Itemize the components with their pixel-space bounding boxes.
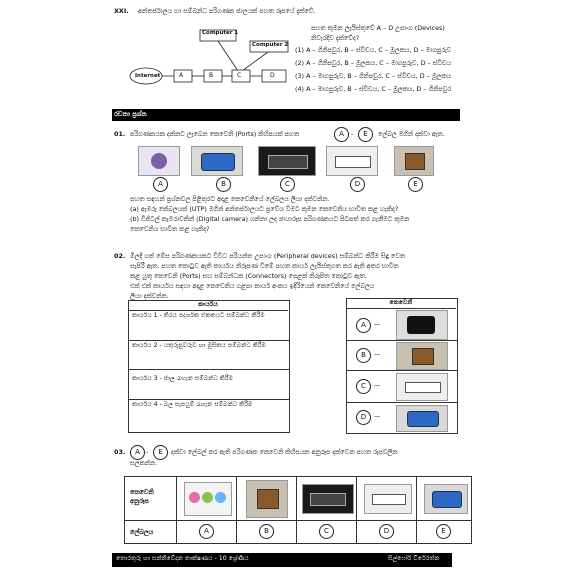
dash: — <box>374 350 381 358</box>
task-4: කාර්යය 4 - බල සැපයුම් රැහැන සම්බන්ධ කිරීම <box>132 401 253 408</box>
label-circle-e: E <box>436 524 451 539</box>
label-circle-e: E <box>153 445 168 460</box>
hdmi-port-image <box>258 146 316 176</box>
row-label-labels: ලේබලය <box>130 528 154 536</box>
label-circle-d: D <box>350 177 365 192</box>
label-circle-e: E <box>408 177 423 192</box>
label-circle-a: A <box>356 318 371 333</box>
question-number: XXI. <box>114 7 129 15</box>
task-1: කාර්යය 1 - තිරය පදර්ශක ඒකකයට සම්බන්ධ කිරීම <box>132 312 265 319</box>
dash: - <box>351 130 354 138</box>
question-line: සැපිරී ඇත. පහත කොටුව ඇති කාර්යය නිරූපණ වීමේ පහත කාර්ය ලැයිස්තුගත කර ඇති අතර භාවිත <box>130 262 399 270</box>
dash: - <box>146 448 149 456</box>
question-stem: අන්තර්ජාලය හා සම්බන්ධ පරිගණක ජාලයක් පහත රූපයේ දැක්වේ. <box>138 7 316 15</box>
label-circle-d: D <box>356 410 371 425</box>
rj45-port-image <box>396 342 448 370</box>
question-line: පහත කුමන ලැයිස්තුවේ A – D උපාංග (Devices) <box>311 24 445 32</box>
task-table-header: කාර්යය <box>128 300 288 311</box>
computer1-label: Computer 1 <box>202 30 239 36</box>
question-stem: පරිගණකයක දක්නට ලැබෙන කෙවෙනි (Ports) කිහිපයක් පහත <box>130 130 300 138</box>
device-b-label: B <box>209 72 214 79</box>
label-circle-b: B <box>356 348 371 363</box>
question-number: 02. <box>114 252 126 260</box>
label-circle-b: B <box>259 524 274 539</box>
hdmi-port-image <box>302 484 354 514</box>
ps2-port-image <box>138 146 180 176</box>
option-3: (3) A – මාගපුරුව, B – ගිනිපවුර, C – ස්විචය, D – මූලකය <box>295 72 452 80</box>
section-bar <box>112 109 460 121</box>
sub-question-b-cont: කෙවෙනිය භාවිත කළ හැකිද? <box>130 225 210 233</box>
label-circle-c: C <box>319 524 334 539</box>
device-d-label: D <box>270 72 275 79</box>
rj45-port-image <box>246 480 288 518</box>
internet-label: Internet <box>135 73 161 79</box>
sub-question-a: (a) ඇඹරු කේබලයක් (UTP) මගින් අන්තර්ජාලයට ප්‍රවේශ වීමට කුමන කෙවෙනිය භාවිත කළ හැකිද? <box>130 205 399 213</box>
task-3: කාර්යය 3 - ජාල රැහැන සම්බන්ධ කිරීම <box>132 375 233 382</box>
label-circle-b: B <box>216 177 231 192</box>
question-line: එක් එක් කාර්යය සඳහා අදාළ කෙවෙනිය ගළපා කාර්ය අංකය ඉදිරියෙන් කෙවෙනියේ ලේබලය <box>130 282 375 290</box>
power-port-image <box>396 310 448 340</box>
task-2: කාර්යය 2 - යතුරුපුවරුව හා මූසිකය සම්බන්ධ කිරීම <box>132 342 266 349</box>
question-stem-end: ලේබල මගින් දක්වා ඇත. <box>378 130 445 138</box>
audio-jacks-image <box>184 482 232 516</box>
computer2-label: Computer 2 <box>252 42 289 48</box>
option-1: (1) A – ගිනිපවුර, B – ස්විචය, C – මූලකය, D – මාගපුරුව <box>295 46 452 54</box>
label-circle-c: C <box>356 379 371 394</box>
dash: — <box>374 381 381 389</box>
device-c-label: C <box>237 72 242 79</box>
port-table-header: කෙවෙනි <box>346 298 456 309</box>
device-a-label: A <box>179 72 184 79</box>
option-2: (2) A – ගිනිපවුර, B – මූලකය, C – මාගපුරුව, D – ස්විචය <box>295 59 452 67</box>
question-line: මිලදී ගත් මේස පරිගණකයකට විවිධ පරියන්ත උපාංග (Peripheral devices) සම්බන්ධ කිරීම සිඳු වෙත <box>130 252 406 260</box>
option-4: (4) A – මාගපුරුව, B – ස්විචය, C – මූලකය, D – ගිනිපවුර <box>295 85 452 93</box>
question-line: කළ යුතු කෙවෙනි (Ports) සහ සම්බන්ධක (Connectors) පෙළක් නිරූපිත කොටුව ඇත. <box>130 272 367 280</box>
question-number: 03. <box>114 448 126 456</box>
section-title: රචනා ප්‍රශ්න <box>114 110 147 118</box>
vga-port-image <box>191 146 243 176</box>
sub-question-b: (b) ඩිජිටල් කැමරාවකින් (Digital camera) ගන්නා ලද ඡායාරූප පරිගණකයට පිටපත් කර ගැනීමට කුමන <box>130 215 410 223</box>
row-label-ports-2: අනුරූප <box>130 497 149 505</box>
question-line: නිවැරදිව දැක්වේද? <box>311 34 360 42</box>
dash: — <box>374 320 381 328</box>
label-circle-d: D <box>379 524 394 539</box>
network-diagram <box>128 28 298 96</box>
label-circle-a: A <box>199 524 214 539</box>
label-circle-a: A <box>130 445 145 460</box>
question-number: 01. <box>114 130 126 138</box>
question-stem: දක්වා ලේබල් කර ඇති පරිගණක කෙවෙනි කිහිපයක අනුරූප දක්වෙන පහත රූපවලින <box>171 448 398 456</box>
question-line: ලියා දක්වන්න. <box>130 292 169 300</box>
rj45-port-image <box>394 146 434 176</box>
dash: — <box>374 412 381 420</box>
question-stem-cont: සලකන්න. <box>130 459 158 467</box>
label-circle-a: A <box>334 127 349 142</box>
footer-subject: තොරතුරු හා සන්නිවේදන තාක්ෂණය - 10 ශ්‍රේණිය <box>116 555 249 562</box>
usb-port-image <box>326 146 378 176</box>
usb-port-image <box>364 484 412 514</box>
instruction-line: පහත සඳහන් ප්‍රශ්නවල පිළිතුරට අදාළ කෙවෙනියේ ලේබලය ලියා දක්වන්න. <box>130 195 330 203</box>
vga-port-image <box>424 484 468 514</box>
label-circle-a: A <box>153 177 168 192</box>
footer-author: සිල්ෆෝර් විරේරත්න <box>388 555 440 562</box>
usb-port-image <box>396 373 448 401</box>
label-circle-c: C <box>280 177 295 192</box>
label-circle-e: E <box>358 127 373 142</box>
row-label-ports: කෙවෙනි <box>130 488 154 496</box>
vga-port-image <box>396 405 448 432</box>
